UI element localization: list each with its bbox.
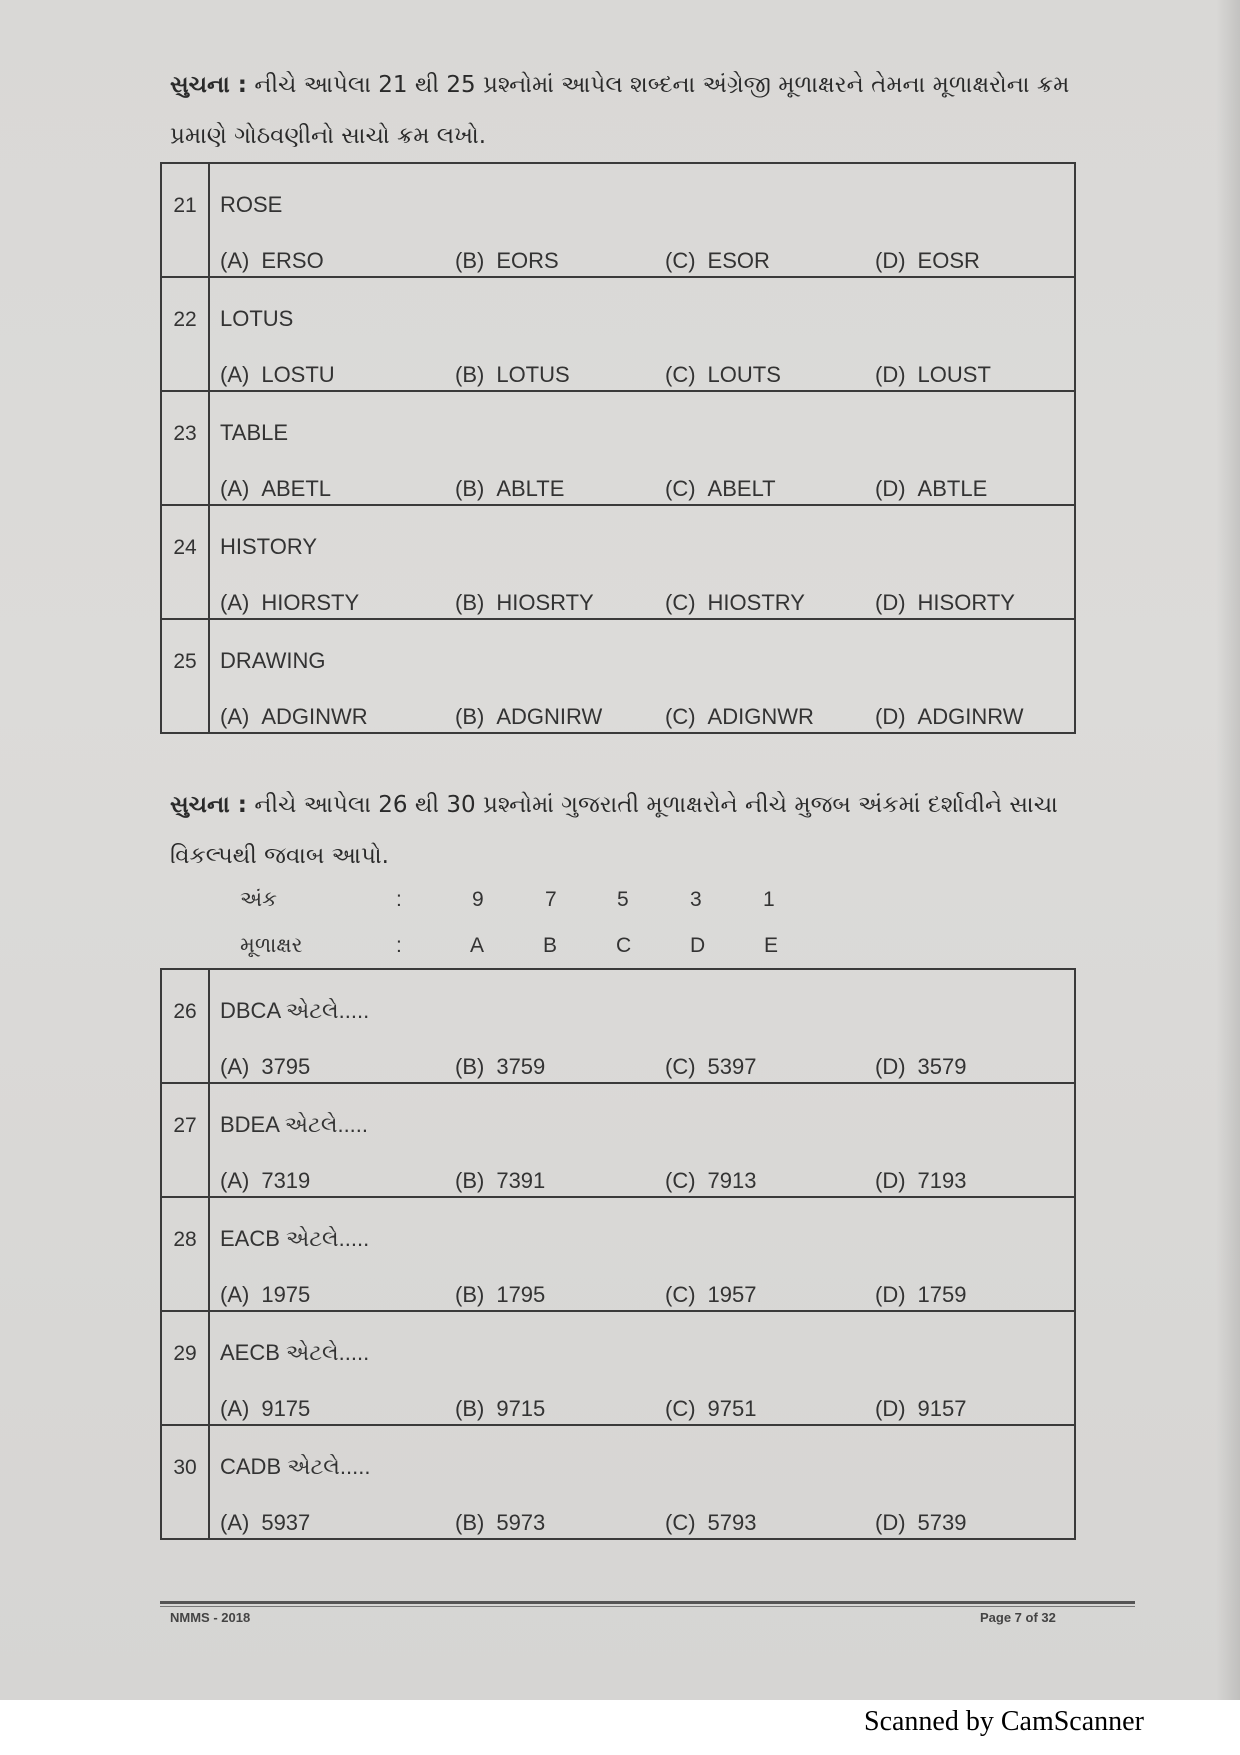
option-value: 7193 xyxy=(917,1168,967,1193)
option-value: 3579 xyxy=(917,1054,967,1079)
option-value: HIOSRTY xyxy=(496,590,594,615)
question-text: DRAWING xyxy=(220,648,326,673)
answer-option xyxy=(220,1396,310,1422)
key-colon: : xyxy=(396,888,402,911)
instruction-2-text: નીચે આપેલા 26 થી 30 પ્રશ્નોમાં ગુજરાતી મૂળાક્ષરોને નીચે મુજબ અંકમાં દર્શાવીને સાચા વિકલ્પથી જવાબ આપો. xyxy=(170,792,1058,869)
question-body xyxy=(209,1425,1075,1539)
option-value: 5793 xyxy=(707,1510,757,1535)
answer-option xyxy=(665,476,776,502)
key-letter: C xyxy=(616,934,632,957)
option-label: (B) xyxy=(455,704,485,729)
option-value: 9157 xyxy=(917,1396,967,1421)
question-body xyxy=(209,277,1075,391)
answer-option xyxy=(220,1282,310,1308)
key-letter: E xyxy=(764,934,779,957)
answer-option xyxy=(875,1396,967,1422)
question-number: 23 xyxy=(161,391,209,505)
option-value: LOUST xyxy=(917,362,991,387)
question-body xyxy=(209,163,1075,277)
answer-option xyxy=(220,590,359,616)
instruction-1-label: સુચના : xyxy=(170,72,248,98)
answer-option xyxy=(455,1396,545,1422)
option-label: (B) xyxy=(455,1168,485,1193)
question-number: 30 xyxy=(161,1425,209,1539)
option-value: ADGINRW xyxy=(917,704,1024,729)
option-value: 5937 xyxy=(261,1510,311,1535)
key-digit: 9 xyxy=(472,888,484,911)
question-row xyxy=(161,277,1075,391)
answer-option xyxy=(455,1168,545,1194)
key-letter: A xyxy=(470,934,485,957)
option-label: (A) xyxy=(220,1510,250,1535)
question-number: 24 xyxy=(161,505,209,619)
question-number: 25 xyxy=(161,619,209,733)
instruction-2-label: સુચના : xyxy=(170,792,248,818)
option-label: (B) xyxy=(455,1282,485,1307)
question-text: DBCA એટલે..... xyxy=(220,998,370,1023)
answer-option xyxy=(665,1168,757,1194)
answer-option xyxy=(455,476,564,502)
option-label: (A) xyxy=(220,476,250,501)
question-text: HISTORY xyxy=(220,534,317,559)
instruction-1 xyxy=(170,60,1090,162)
answer-option xyxy=(665,1054,757,1080)
question-body xyxy=(209,505,1075,619)
question-text: TABLE xyxy=(220,420,289,445)
option-value: 9175 xyxy=(261,1396,311,1421)
answer-option xyxy=(665,1510,757,1536)
question-body xyxy=(209,1311,1075,1425)
option-value: 1759 xyxy=(917,1282,967,1307)
option-label: (C) xyxy=(665,248,696,273)
question-body xyxy=(209,969,1075,1083)
option-value: ABETL xyxy=(261,476,332,501)
answer-option xyxy=(455,248,559,274)
question-text: CADB એટલે..... xyxy=(220,1454,371,1479)
option-value: EOSR xyxy=(917,248,980,273)
option-value: HISORTY xyxy=(917,590,1015,615)
question-body xyxy=(209,1197,1075,1311)
option-label: (A) xyxy=(220,1054,250,1079)
answer-option xyxy=(220,1054,310,1080)
question-text: AECB એટલે..... xyxy=(220,1340,370,1365)
camscanner-watermark: Scanned by CamScanner xyxy=(864,1706,1144,1737)
option-label: (C) xyxy=(665,590,696,615)
option-value: 5973 xyxy=(496,1510,546,1535)
option-label: (D) xyxy=(875,1168,906,1193)
option-label: (A) xyxy=(220,1282,250,1307)
option-label: (C) xyxy=(665,1168,696,1193)
option-label: (B) xyxy=(455,1054,485,1079)
option-value: 7913 xyxy=(707,1168,757,1193)
option-label: (B) xyxy=(455,590,485,615)
option-label: (C) xyxy=(665,1054,696,1079)
option-label: (D) xyxy=(875,1510,906,1535)
option-label: (C) xyxy=(665,704,696,729)
option-value: 1795 xyxy=(496,1282,546,1307)
answer-option xyxy=(875,1168,967,1194)
answer-option xyxy=(875,476,987,502)
question-row xyxy=(161,163,1075,277)
answer-option xyxy=(665,248,770,274)
option-label: (D) xyxy=(875,476,906,501)
question-row xyxy=(161,1425,1075,1539)
option-value: 5397 xyxy=(707,1054,757,1079)
option-label: (C) xyxy=(665,1396,696,1421)
option-label: (A) xyxy=(220,1168,250,1193)
option-value: ABLTE xyxy=(496,476,565,501)
question-text: EACB એટલે..... xyxy=(220,1226,370,1251)
option-label: (C) xyxy=(665,1510,696,1535)
option-value: ADGNIRW xyxy=(496,704,603,729)
question-number: 26 xyxy=(161,969,209,1083)
question-row xyxy=(161,969,1075,1083)
answer-option xyxy=(875,1510,967,1536)
question-body xyxy=(209,391,1075,505)
questions-table-2 xyxy=(160,968,1076,1540)
option-value: 7319 xyxy=(261,1168,311,1193)
answer-option xyxy=(455,362,570,388)
option-label: (D) xyxy=(875,1282,906,1307)
option-label: (A) xyxy=(220,590,250,615)
question-row xyxy=(161,619,1075,733)
answer-option xyxy=(875,1282,967,1308)
option-value: 9751 xyxy=(707,1396,757,1421)
answer-option xyxy=(875,1054,967,1080)
instruction-1-text: નીચે આપેલા 21 થી 25 પ્રશ્નોમાં આપેલ શબ્દના અંગ્રેજી મૂળાક્ષરને તેમના મૂળાક્ષરોના ક્રમ પ્રમાણે ગોઠવણીનો સાચો ક્રમ લખો. xyxy=(170,72,1070,149)
option-label: (B) xyxy=(455,1396,485,1421)
answer-option xyxy=(875,704,1023,730)
answer-option xyxy=(875,248,980,274)
answer-option xyxy=(875,362,991,388)
answer-option xyxy=(665,1396,757,1422)
answer-option xyxy=(665,1282,757,1308)
option-label: (D) xyxy=(875,704,906,729)
option-value: 7391 xyxy=(496,1168,546,1193)
question-row xyxy=(161,1197,1075,1311)
key-digit: 7 xyxy=(545,888,557,911)
option-label: (D) xyxy=(875,248,906,273)
question-number: 21 xyxy=(161,163,209,277)
option-label: (A) xyxy=(220,704,250,729)
answer-option xyxy=(455,1054,545,1080)
option-label: (B) xyxy=(455,248,485,273)
question-body xyxy=(209,619,1075,733)
option-label: (C) xyxy=(665,362,696,387)
option-value: HIOSTRY xyxy=(707,590,805,615)
option-label: (D) xyxy=(875,1054,906,1079)
answer-option xyxy=(665,362,781,388)
key-colon: : xyxy=(396,934,402,957)
answer-option xyxy=(220,362,335,388)
question-row xyxy=(161,391,1075,505)
question-body xyxy=(209,1083,1075,1197)
questions-table-1 xyxy=(160,162,1076,734)
option-value: ADIGNWR xyxy=(707,704,814,729)
option-label: (B) xyxy=(455,362,485,387)
question-text: ROSE xyxy=(220,192,283,217)
answer-option xyxy=(220,1510,310,1536)
question-text: LOTUS xyxy=(220,306,294,331)
key-digit: 1 xyxy=(763,888,775,911)
option-value: ESOR xyxy=(707,248,770,273)
page-edge-shadow xyxy=(1216,0,1240,1700)
option-label: (B) xyxy=(455,1510,485,1535)
answer-option xyxy=(455,704,602,730)
option-value: ABTLE xyxy=(917,476,988,501)
footer-exam-name: NMMS - 2018 xyxy=(170,1610,251,1625)
option-value: EORS xyxy=(496,248,559,273)
key-letter: D xyxy=(690,934,706,957)
option-value: ADGINWR xyxy=(261,704,368,729)
option-value: 1975 xyxy=(261,1282,311,1307)
option-value: LOTUS xyxy=(496,362,570,387)
question-row xyxy=(161,1311,1075,1425)
key-digits-label: અંક xyxy=(240,888,277,911)
answer-option xyxy=(220,476,331,502)
question-text: BDEA એટલે..... xyxy=(220,1112,369,1137)
key-digit: 5 xyxy=(617,888,629,911)
question-row xyxy=(161,505,1075,619)
option-label: (A) xyxy=(220,1396,250,1421)
option-value: 3795 xyxy=(261,1054,311,1079)
question-number: 27 xyxy=(161,1083,209,1197)
option-label: (B) xyxy=(455,476,485,501)
option-label: (D) xyxy=(875,362,906,387)
option-value: ERSO xyxy=(261,248,324,273)
answer-option xyxy=(455,590,594,616)
key-letters-label: મૂળાક્ષર xyxy=(240,934,303,957)
option-label: (D) xyxy=(875,1396,906,1421)
answer-option xyxy=(220,704,368,730)
instruction-2 xyxy=(170,780,1090,882)
option-label: (D) xyxy=(875,590,906,615)
option-label: (C) xyxy=(665,476,696,501)
question-row xyxy=(161,1083,1075,1197)
key-digit: 3 xyxy=(690,888,702,911)
answer-option xyxy=(220,248,324,274)
option-label: (A) xyxy=(220,248,250,273)
answer-option xyxy=(220,1168,310,1194)
option-label: (C) xyxy=(665,1282,696,1307)
footer-rule xyxy=(160,1601,1135,1604)
option-value: 5739 xyxy=(917,1510,967,1535)
footer-page-number: Page 7 of 32 xyxy=(980,1610,1056,1625)
answer-option xyxy=(665,704,814,730)
question-number: 29 xyxy=(161,1311,209,1425)
answer-option xyxy=(665,590,805,616)
key-letter: B xyxy=(543,934,558,957)
option-value: LOSTU xyxy=(261,362,335,387)
question-number: 22 xyxy=(161,277,209,391)
option-value: LOUTS xyxy=(707,362,781,387)
question-number: 28 xyxy=(161,1197,209,1311)
answer-option xyxy=(455,1510,545,1536)
option-value: 3759 xyxy=(496,1054,546,1079)
option-value: HIORSTY xyxy=(261,590,360,615)
option-value: ABELT xyxy=(707,476,776,501)
option-label: (A) xyxy=(220,362,250,387)
answer-option xyxy=(455,1282,545,1308)
option-value: 9715 xyxy=(496,1396,546,1421)
footer-rule-thin xyxy=(160,1606,1135,1607)
option-value: 1957 xyxy=(707,1282,757,1307)
answer-option xyxy=(875,590,1015,616)
